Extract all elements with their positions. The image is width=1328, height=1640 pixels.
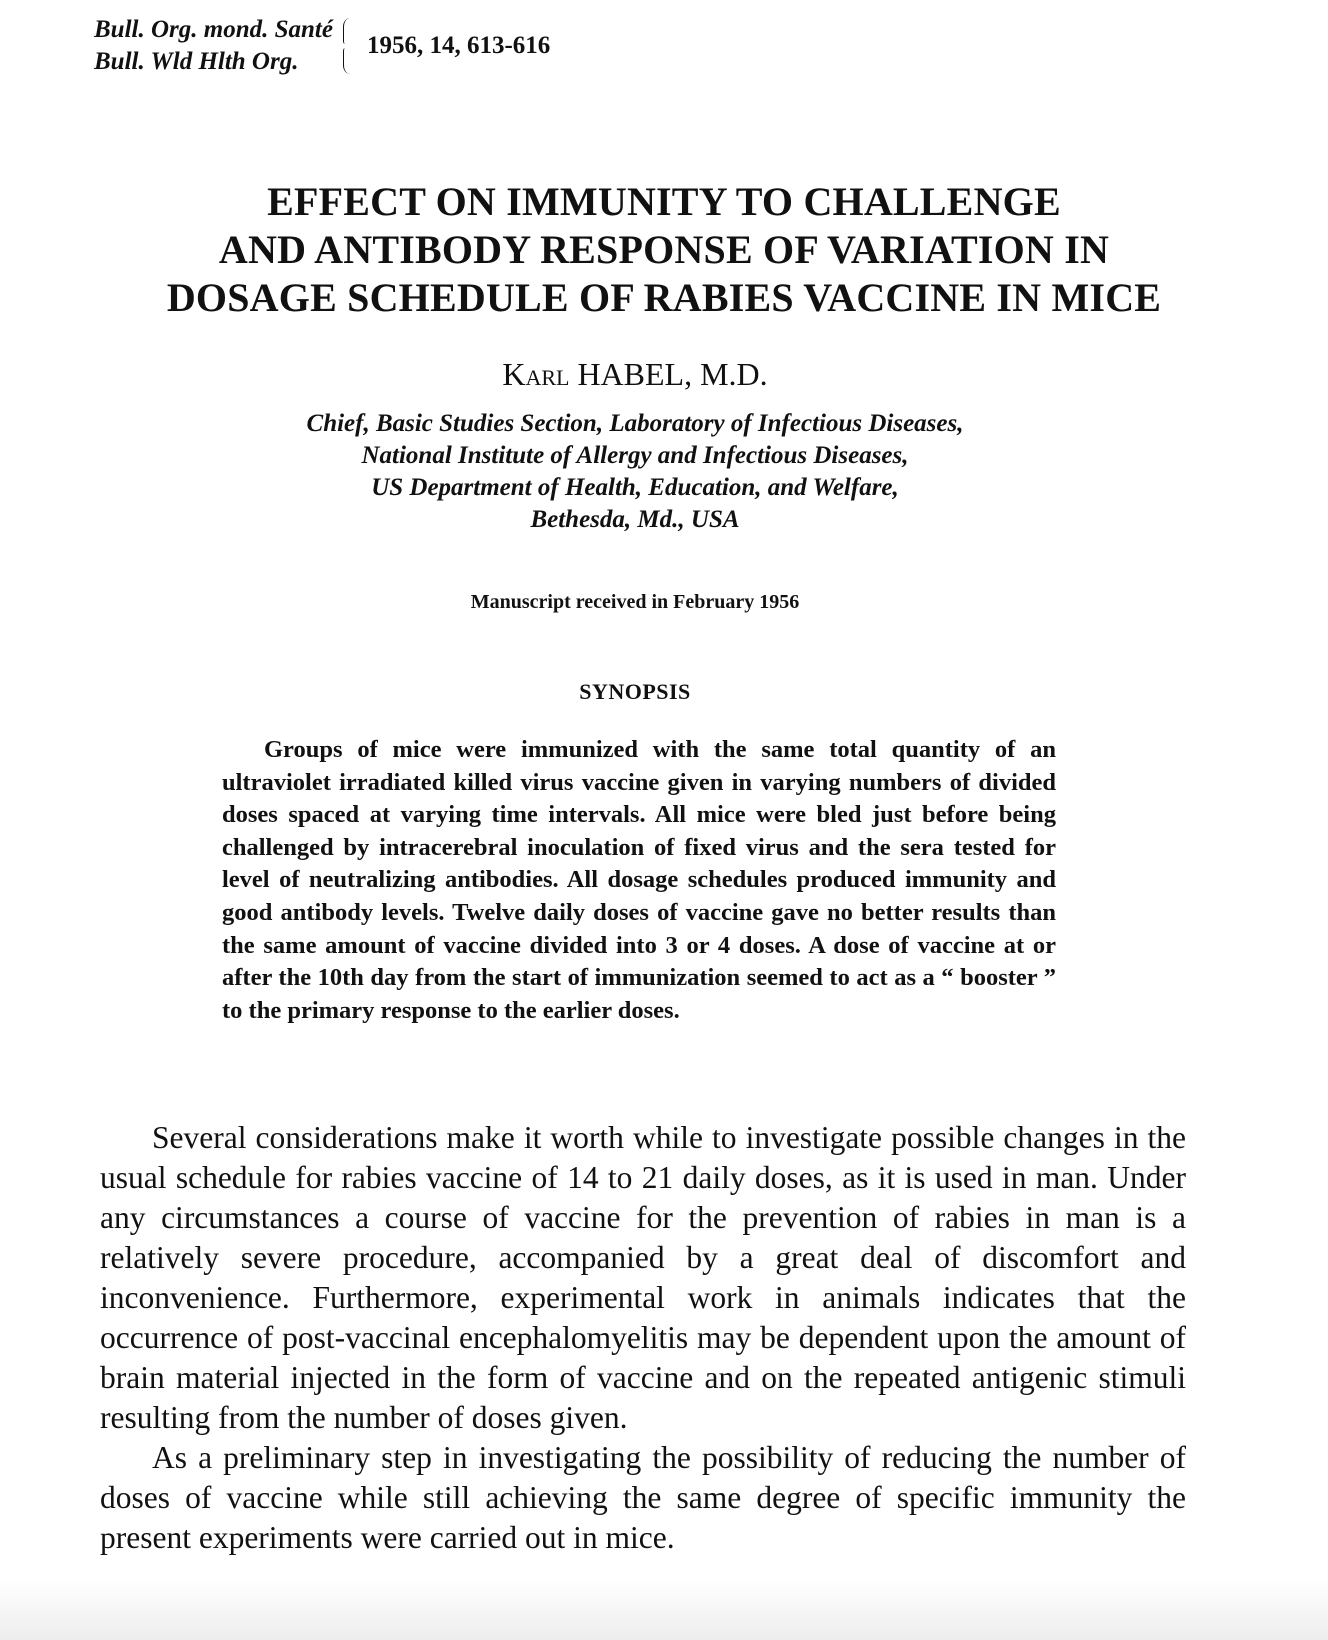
author-surname: HABEL, M.D.	[577, 356, 768, 392]
title-line-3: DOSAGE SCHEDULE OF RABIES VACCINE IN MICE	[166, 275, 1162, 320]
title-line-2: AND ANTIBODY RESPONSE OF VARIATION IN	[218, 227, 1110, 272]
journal-name-english: Bull. Wld Hlth Org.	[94, 48, 299, 75]
paper-title	[60, 178, 1268, 322]
affiliation-line-3: US Department of Health, Education, and Welfare,	[371, 474, 899, 501]
journal-names	[94, 14, 333, 78]
body-paragraph-1: Several considerations make it worth while to investigate possible changes in the usual schedule for rabies vaccine of 14 to 21 daily doses, as it is used in man. Under any circumstances a course of vaccine for the prevention of rabies in man is a relatively severe procedure, accompanied by a great deal of discomfort and inconvenience. Furthermore, experimental work in animals indicates that the occurrence of post-vaccinal encephalomyelitis may be dependent upon the amount of brain material injected in the form of vaccine and on the repeated antigenic stimuli resulting from the number of doses given.	[100, 1120, 1186, 1435]
body-text	[100, 1118, 1186, 1558]
affiliation-line-4: Bethesda, Md., USA	[530, 506, 740, 533]
affiliation-line-1: Chief, Basic Studies Section, Laboratory of Infectious Diseases,	[306, 410, 964, 437]
author-affiliation	[0, 408, 1270, 536]
body-paragraph-2: As a preliminary step in investigating the possibility of reducing the number of doses of vaccine while still achieving the same degree of specific immunity the present experiments were carried out in mice.	[100, 1440, 1186, 1555]
journal-name-french: Bull. Org. mond. Santé	[94, 16, 333, 43]
affiliation-line-2: National Institute of Allergy and Infectious Diseases,	[361, 442, 909, 469]
synopsis-heading: SYNOPSIS	[579, 679, 691, 704]
author-line	[0, 354, 1270, 394]
brace-symbol	[343, 18, 353, 74]
manuscript-received: Manuscript received in February 1956	[470, 591, 800, 613]
title-line-1: EFFECT ON IMMUNITY TO CHALLENGE	[267, 179, 1061, 224]
synopsis-text: Groups of mice were immunized with the same total quantity of an ultraviolet irradiated killed virus vaccine given in varying numbers of divided doses spaced at varying time intervals. All mice were bled just before being challenged by intracerebral inoculation of fixed virus and the sera tested for level of neutralizing antibodies. All dosage schedules produced immunity and good antibody levels. Twelve daily doses of vaccine gave no better results than the same amount of vaccine divided into 3 or 4 doses. A dose of vaccine at or after the 10th day from the start of immunization seemed to act as a “ booster ” to the primary response to the earlier doses.	[222, 736, 1056, 1024]
page-edge-shadow	[0, 1580, 1328, 1640]
journal-citation: 1956, 14, 613-616	[366, 32, 551, 59]
author-first-name: Karl	[502, 356, 570, 392]
journal-reference	[94, 14, 550, 78]
